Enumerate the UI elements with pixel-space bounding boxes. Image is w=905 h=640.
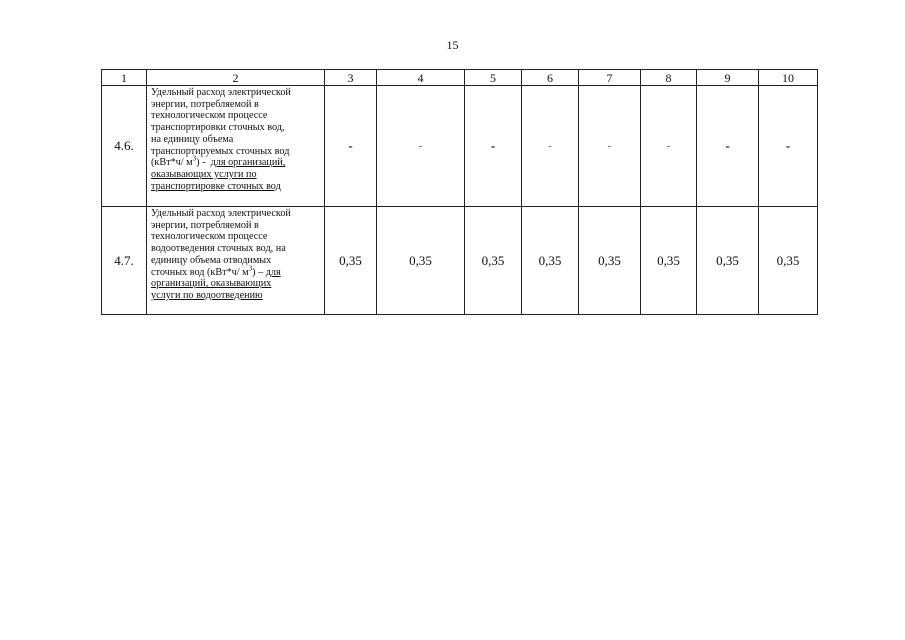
desc-unit-sup: 3: [192, 154, 197, 163]
header-row: [102, 70, 818, 86]
value-cell: -: [465, 86, 522, 207]
desc-line: технологическом процессе: [151, 110, 268, 122]
header-cell-5: 5: [465, 70, 522, 86]
desc-underlined: организаций, оказывающих: [151, 278, 272, 290]
value-cell: -: [377, 86, 465, 207]
value-cell: 0,35: [579, 207, 641, 315]
desc-line: транспортируемых сточных вод: [151, 145, 290, 157]
header-cell-2: 2: [147, 70, 325, 86]
desc-line: технологическом процессе: [151, 231, 268, 243]
header-cell-1: 1: [102, 70, 147, 86]
header-cell-10: 10: [759, 70, 818, 86]
header-cell-9: 9: [697, 70, 759, 86]
value-cell: 0,35: [522, 207, 579, 315]
desc-line: энергии, потребляемой в: [151, 219, 259, 231]
value-cell: -: [325, 86, 377, 207]
desc-unit-tail: ) -: [196, 157, 206, 169]
header-cell-4: 4: [377, 70, 465, 86]
value-cell: -: [522, 86, 579, 207]
desc-line: водоотведения сточных вод, на: [151, 243, 286, 255]
desc-line: единицу объема отводимых: [151, 254, 272, 266]
row-number: 4.6.: [102, 86, 147, 207]
row-description: [147, 86, 325, 207]
value-cell: -: [641, 86, 697, 207]
row-number: 4.7.: [102, 207, 147, 315]
desc-unit-tail: ) –: [252, 266, 264, 278]
table-row: [102, 86, 818, 207]
desc-underlined: услуги по водоотведению: [151, 289, 263, 301]
value-cell: 0,35: [759, 207, 818, 315]
desc-unit-sup: 3: [248, 264, 253, 273]
header-cell-3: 3: [325, 70, 377, 86]
row-description: [147, 207, 325, 315]
desc-line: транспортировки сточных вод,: [151, 122, 285, 134]
value-cell: 0,35: [325, 207, 377, 315]
value-cell: -: [759, 86, 818, 207]
page-number: 15: [446, 38, 459, 52]
header-cell-7: 7: [579, 70, 641, 86]
value-cell: 0,35: [641, 207, 697, 315]
header-cell-6: 6: [522, 70, 579, 86]
desc-underlined: транспортировке сточных вод: [151, 180, 281, 192]
value-cell: -: [697, 86, 759, 207]
desc-underlined: для организаций,: [210, 157, 286, 169]
desc-line: на единицу объема: [151, 133, 234, 145]
desc-underlined: оказывающих услуги по: [151, 168, 257, 180]
desc-line: Удельный расход электрической: [151, 208, 291, 219]
header-cell-8: 8: [641, 70, 697, 86]
desc-unit: (кВт*ч/ м: [151, 157, 193, 169]
desc-unit: сточных вод (кВт*ч/ м: [151, 266, 249, 278]
value-cell: 0,35: [697, 207, 759, 315]
value-cell: 0,35: [377, 207, 465, 315]
table-row: [102, 207, 818, 315]
value-cell: 0,35: [465, 207, 522, 315]
desc-underlined: для: [265, 266, 281, 278]
indicator-table: [101, 69, 818, 315]
desc-line: энергии, потребляемой в: [151, 98, 259, 110]
value-cell: -: [579, 86, 641, 207]
desc-line: Удельный расход электрической: [151, 87, 291, 98]
